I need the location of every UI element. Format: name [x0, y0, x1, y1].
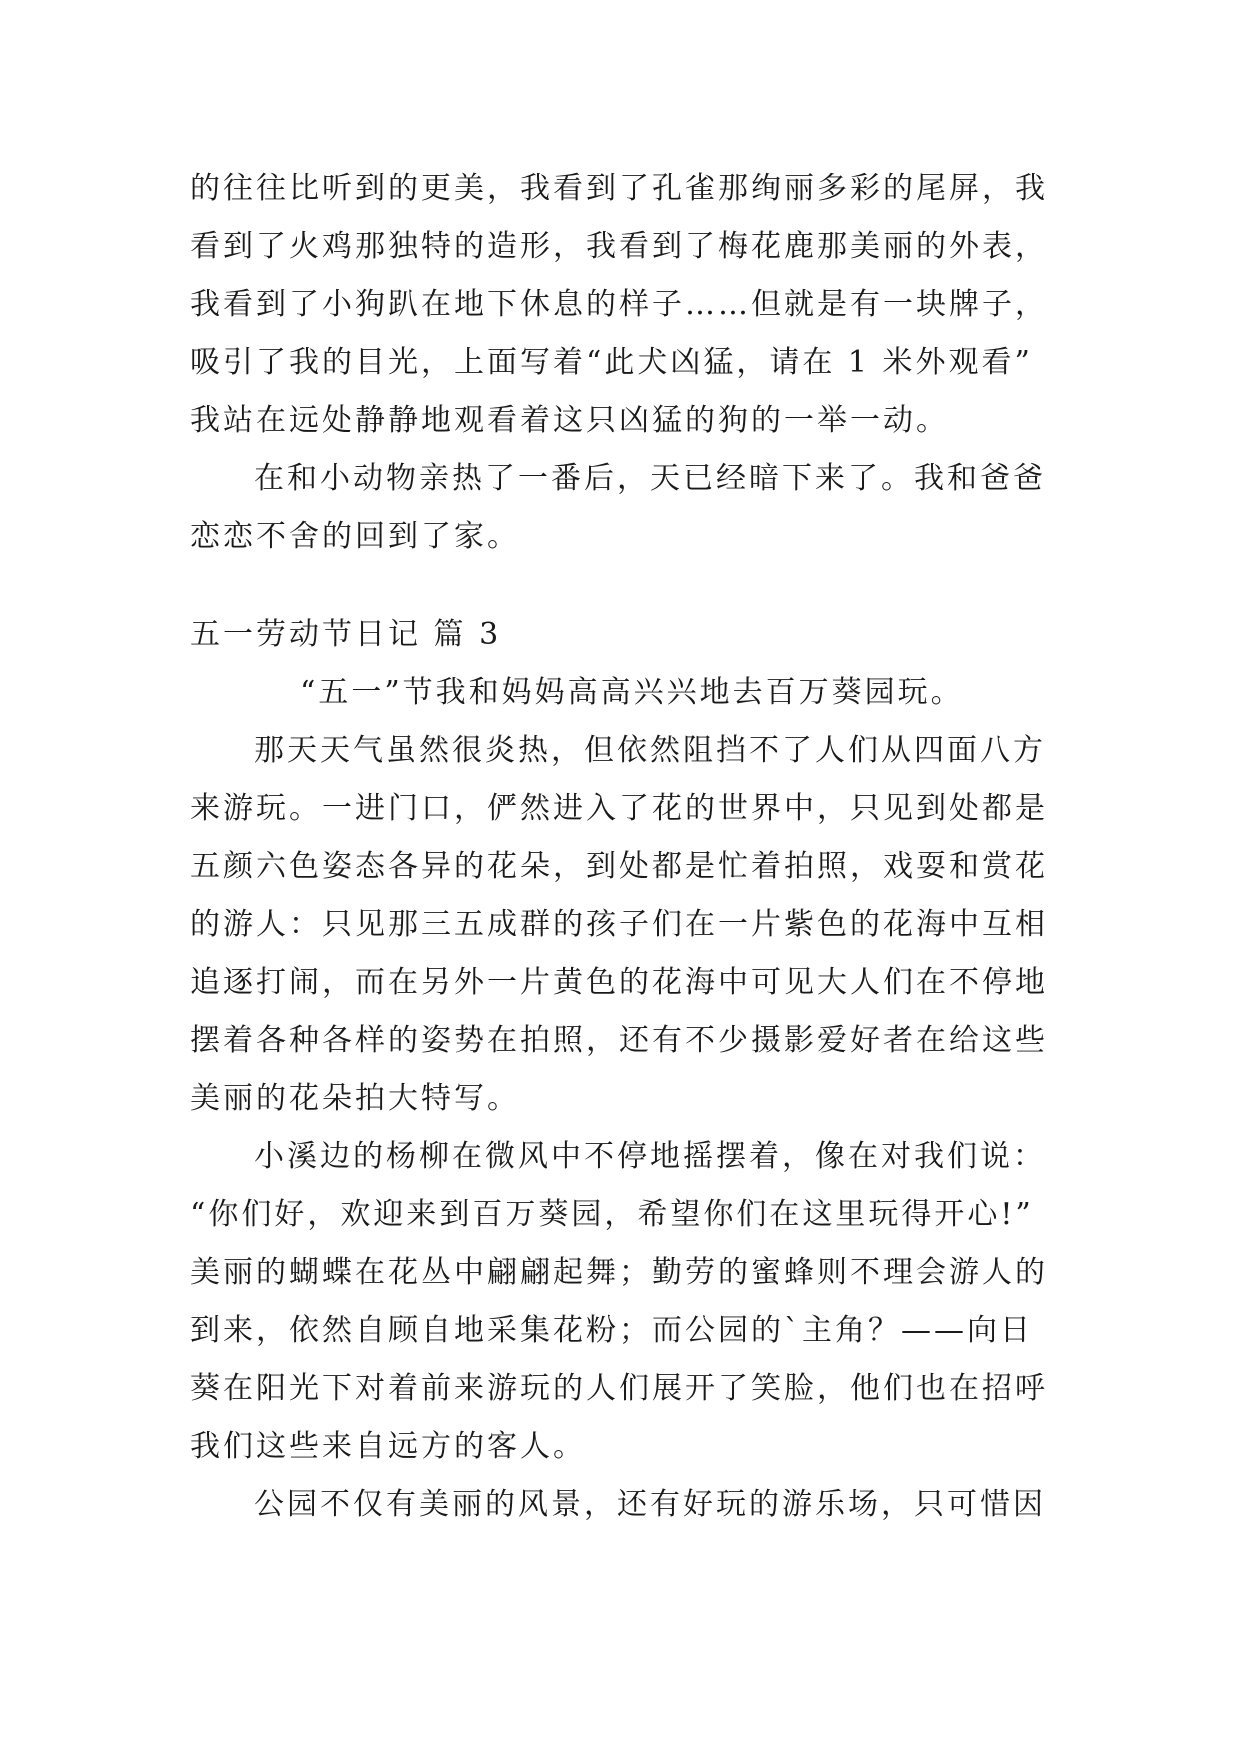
text-line: 葵在阳光下对着前来游玩的人们展开了笑脸，他们也在招呼 — [190, 1371, 1048, 1406]
text-line: 的往往比听到的更美，我看到了孔雀那绚丽多彩的尾屏，我 — [190, 171, 1048, 206]
text-line: 美丽的花朵拍大特写。 — [190, 1081, 520, 1116]
text-line: 五颜六色姿态各异的花朵，到处都是忙着拍照，戏耍和赏花 — [190, 849, 1048, 884]
text-line: 摆着各种各样的姿势在拍照，还有不少摄影爱好者在给这些 — [190, 1023, 1048, 1058]
paragraph-intro — [190, 664, 1050, 722]
text-line: 看到了火鸡那独特的造形，我看到了梅花鹿那美丽的外表， — [190, 229, 1048, 264]
text-line: 我站在远处静静地观看着这只凶猛的狗的一举一动。 — [190, 403, 949, 438]
text-line: 美丽的蝴蝶在花丛中翩翩起舞；勤劳的蜜蜂则不理会游人的 — [190, 1255, 1048, 1290]
text-line: “五一”节我和妈妈高高兴兴地去百万葵园玩。 — [300, 675, 964, 710]
text-line: 我们这些来自远方的客人。 — [190, 1429, 586, 1464]
text-line: 追逐打闹，而在另外一片黄色的花海中可见大人们在不停地 — [190, 965, 1048, 1000]
section-heading: 五一劳动节日记 篇 3 — [190, 617, 502, 652]
text-line: 小溪边的杨柳在微风中不停地摇摆着，像在对我们说： — [254, 1139, 1046, 1174]
paragraph-zoo-visit-end — [190, 160, 1050, 450]
section-spacer — [190, 566, 1050, 606]
paragraph-playground — [190, 1476, 1050, 1534]
text-line: 公园不仅有美丽的风景，还有好玩的游乐场，只可惜因 — [254, 1487, 1046, 1522]
text-line: 在和小动物亲热了一番后，天已经暗下来了。我和爸爸 — [254, 461, 1046, 496]
text-line: 我看到了小狗趴在地下休息的样子……但就是有一块牌子， — [190, 287, 1048, 322]
text-line: 的游人：只见那三五成群的孩子们在一片紫色的花海中互相 — [190, 907, 1048, 942]
text-line: 到来，依然自顾自地采集花粉；而公园的`主角？——向日 — [190, 1313, 1033, 1348]
text-line: 来游玩。一进门口，俨然进入了花的世界中，只见到处都是 — [190, 791, 1048, 826]
document-body — [190, 160, 1050, 1534]
text-line: “你们好，欢迎来到百万葵园，希望你们在这里玩得开心!” — [190, 1197, 1034, 1232]
text-line: 那天天气虽然很炎热，但依然阻挡不了人们从四面八方 — [254, 733, 1046, 768]
paragraph-return-home — [190, 450, 1050, 566]
text-line: 恋恋不舍的回到了家。 — [190, 519, 520, 554]
paragraph-flower-world — [190, 722, 1050, 1128]
paragraph-willows-sunflowers — [190, 1128, 1050, 1476]
text-line: 吸引了我的目光，上面写着“此犬凶猛，请在 1 米外观看” — [190, 345, 1033, 380]
